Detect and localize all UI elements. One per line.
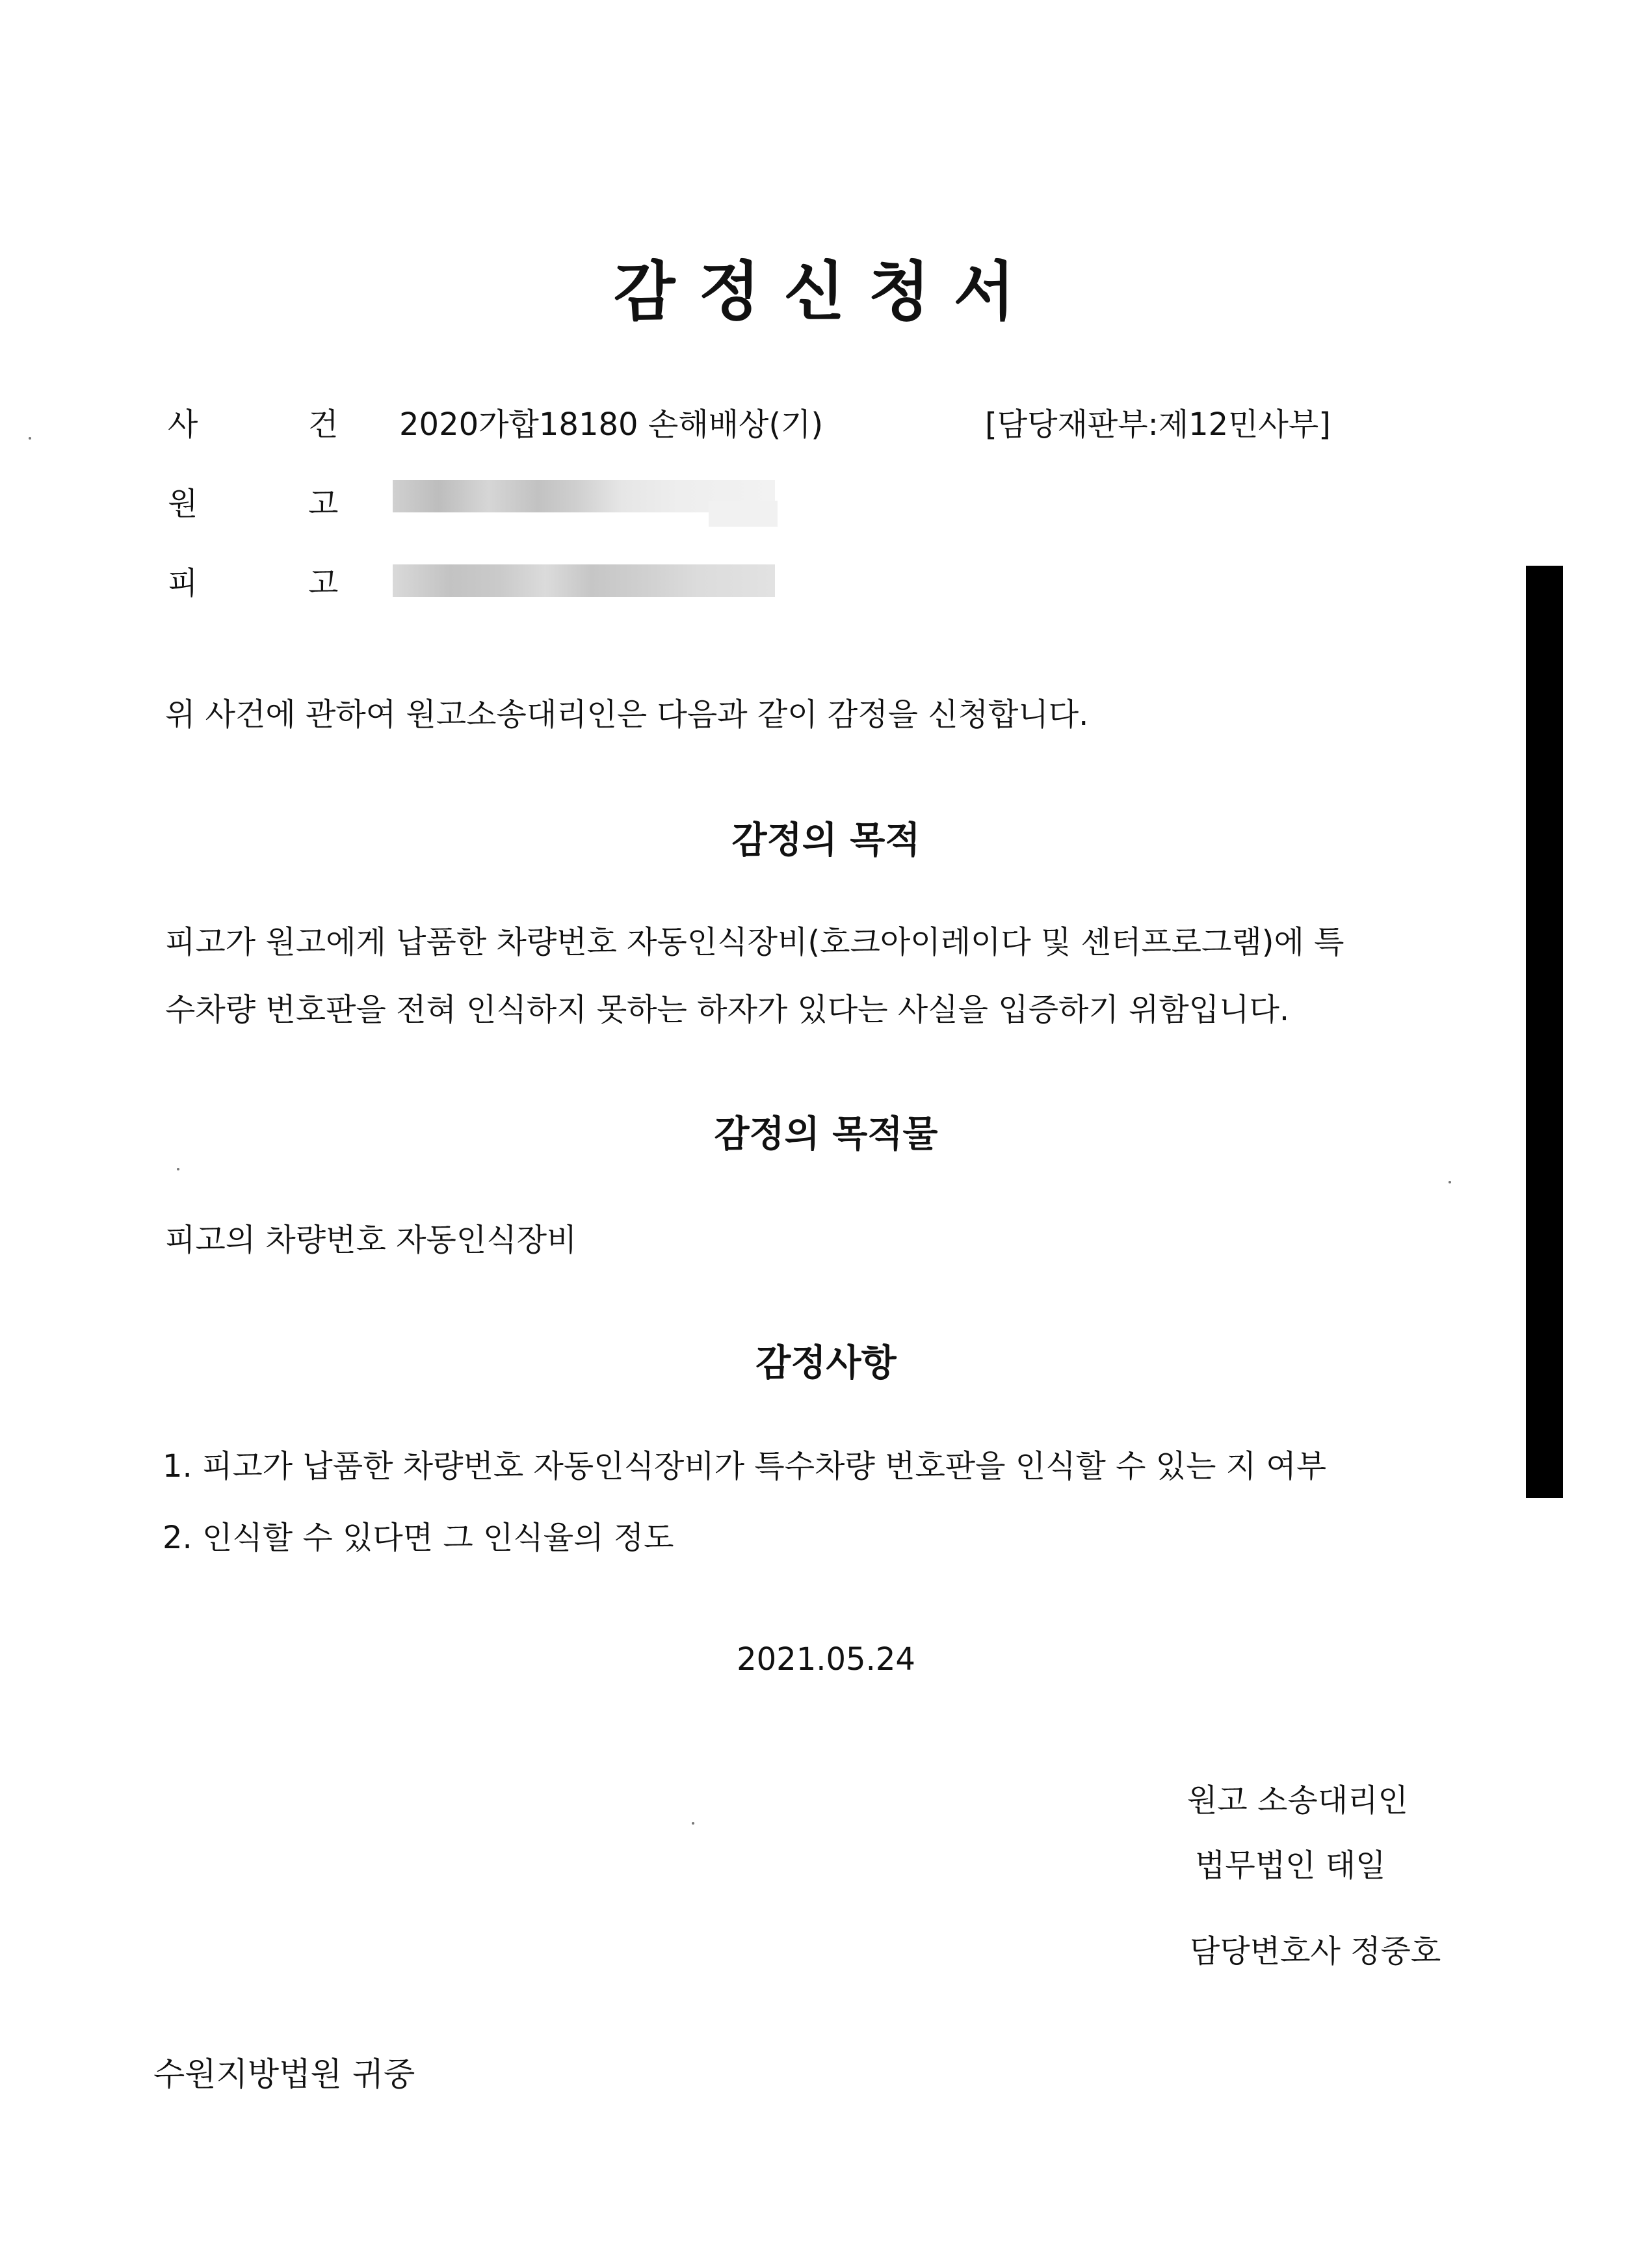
signature-line-2: 법무법인 태일 [1195,1847,1386,1884]
defendant-label-1: 피 [168,565,198,601]
object-text: 피고의 차량번호 자동인식장비 [165,1222,577,1258]
case-number: 2020가합18180 손해배상(기) [399,406,824,443]
object-heading: 감정의 목적물 [714,1113,938,1155]
case-label-1: 사 [168,406,198,443]
purpose-line-2: 수차량 번호판을 전혀 인식하지 못하는 하자가 있다는 사실을 입증하기 위함입니다. [165,992,1290,1028]
date: 2021.05.24 [737,1641,915,1678]
purpose-heading: 감정의 목적 [731,819,921,862]
items-heading: 감정사항 [755,1342,897,1384]
scan-speck [177,1168,179,1170]
plaintiff-label-1: 원 [168,486,198,522]
scan-edge-bar [1526,566,1563,1498]
item-1: 1. 피고가 납품한 차량번호 자동인식장비가 특수차량 번호판을 인식할 수 있는 지 여부 [163,1448,1327,1485]
item-2: 2. 인식할 수 있다면 그 인식율의 정도 [163,1520,674,1556]
signature-line-1: 원고 소송대리인 [1187,1782,1408,1819]
scan-speck [29,437,31,440]
defendant-label-2: 고 [308,565,339,601]
purpose-line-1: 피고가 원고에게 납품한 차량번호 자동인식장비(호크아이레이다 및 센터프로그램)에 특 [165,924,1344,960]
court-division: [담당재판부:제12민사부] [985,406,1331,443]
defendant-name-redacted [393,564,775,597]
case-label-2: 건 [308,406,339,443]
signature-line-3: 담당변호사 정중호 [1190,1933,1441,1970]
plaintiff-redaction-tail [709,501,778,527]
scan-speck [1449,1181,1451,1183]
intro-text: 위 사건에 관하여 원고소송대리인은 다음과 같이 감정을 신청합니다. [165,696,1089,733]
scan-speck [692,1822,694,1825]
addressee: 수원지방법원 귀중 [153,2055,415,2093]
document-title: 감정신청서 [613,255,1039,329]
plaintiff-label-2: 고 [308,486,339,522]
